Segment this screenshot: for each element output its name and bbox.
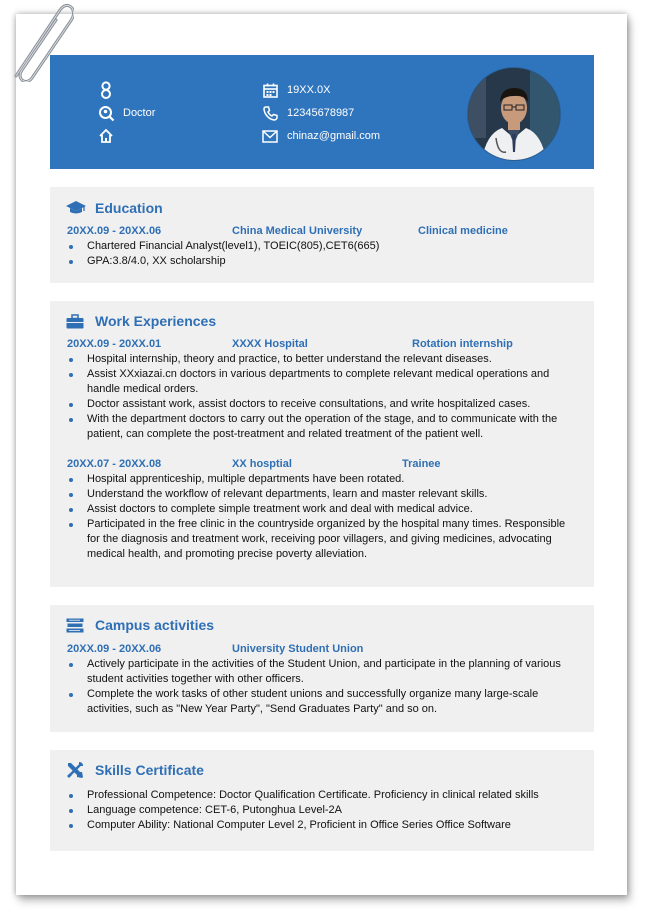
job-row [97,104,155,122]
phone-row [261,104,354,122]
work-bullets [67,352,567,442]
mail-icon [261,127,279,145]
profile-photo [467,67,561,161]
graduation-cap-icon [66,199,86,217]
skills-title: Skills Certificate [95,762,204,778]
work-role: Rotation internship [412,338,513,350]
email-row [261,127,380,145]
skills-heading [66,761,204,779]
list-item: Actively participate in the activities of the Student Union, and participate in the planning of various student activities together with other officers. [67,657,567,687]
campus-org: University Student Union [232,643,364,655]
work-role: Trainee [402,458,441,470]
email-address: chinaz@gmail.com [287,130,381,142]
person-icon [97,81,115,99]
list-item: Language competence: CET-6, Putonghua Level-2A [67,803,567,818]
list-item: GPA:3.8/4.0, XX scholarship [67,254,567,269]
name-row [97,81,123,99]
address-row [97,127,123,145]
education-date: 20XX.09 - 20XX.06 [67,225,162,237]
stacked-books-icon [66,616,86,634]
list-item: Computer Ability: National Computer Level 2, Proficient in Office Series Office Software [67,818,567,833]
campus-heading [66,616,214,634]
list-item: Assist XXxiazai.cn doctors in various departments to complete relevant medical operations and handle medical orders. [67,367,567,397]
list-item: Chartered Financial Analyst(level1), TOEIC(805),CET6(665) [67,239,567,254]
list-item: Doctor assistant work, assist doctors to receive consultations, and write hospitalized cases. [67,397,567,412]
work-org: XXXX Hospital [232,338,308,350]
briefcase-icon [66,312,86,330]
list-item: Understand the workflow of relevant departments, learn and master relevant skills. [67,487,567,502]
work-date: 20XX.07 - 20XX.08 [67,458,162,470]
list-item: Hospital apprenticeship, multiple departments have been rotated. [67,472,567,487]
work-date: 20XX.09 - 20XX.01 [67,338,162,350]
phone-icon [261,104,279,122]
home-icon [97,127,115,145]
work-org: XX hosptial [232,458,292,470]
education-bullets [67,239,567,269]
skills-bullets [67,788,567,833]
campus-bullets [67,657,567,717]
job-title: Doctor [123,107,156,119]
list-item: Participated in the free clinic in the countryside organized by the hospital many times. Responsible for the diagnosis and treatment work, receiving poor villagers, and giving medicines, advocating medical health, and promoting precise poverty alleviation. [67,517,567,562]
profile-header [50,55,594,169]
education-major: Clinical medicine [418,225,508,237]
education-heading [66,199,163,217]
work-title: Work Experiences [95,313,217,329]
work-bullets [67,472,567,562]
campus-section [50,605,594,732]
list-item: Complete the work tasks of other student unions and successfully organize many large-scale activities, such as "New Year Party", "Send Graduates Party" and so on. [67,687,567,717]
list-item: Assist doctors to complete simple treatment work and deal with medical advice. [67,502,567,517]
education-school: China Medical University [232,225,363,237]
list-item: With the department doctors to carry out the operation of the stage, and to communicate with the patient, can complete the post-treatment and related treatment of the patient well. [67,412,567,442]
education-title: Education [95,200,163,216]
tools-icon [66,761,86,779]
list-item: Professional Competence: Doctor Qualification Certificate. Proficiency in clinical related skills [67,788,567,803]
birth-date: 19XX.0X [287,84,331,96]
campus-date: 20XX.09 - 20XX.06 [67,643,162,655]
work-heading [66,312,216,330]
campus-title: Campus activities [95,617,215,633]
skills-section [50,750,594,851]
birth-row [261,81,330,99]
phone-number: 12345678987 [287,107,355,119]
search-person-icon [97,104,115,122]
education-section [50,187,594,283]
calendar-icon [261,81,279,99]
work-section [50,301,594,587]
list-item: Hospital internship, theory and practice, to better understand the relevant diseases. [67,352,567,367]
